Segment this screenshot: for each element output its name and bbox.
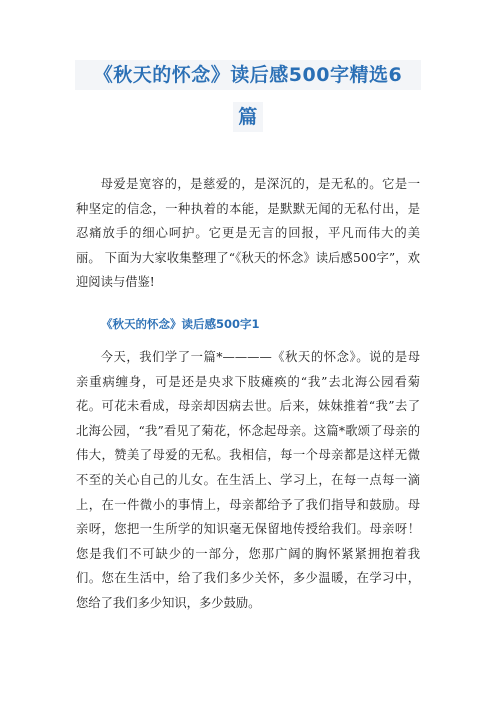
title-line-1: 《秋天的怀念》读后感500字精选6: [75, 60, 421, 90]
section-heading: 《秋天的怀念》读后感500字1: [101, 317, 260, 331]
title-line-2: 篇: [233, 102, 263, 132]
document-title: [75, 60, 421, 132]
essay-paragraph: 今天，我们学了一篇*————《秋天的怀念》。说的是母亲重病缠身，可是还是央求下肢瘫痪的“我”去北海公园看菊花。可花未看成，母亲却因病去世。后来，妹妹推着“我”去了北海公园，“我”看见了菊花，怀念起母亲。这篇*歌颂了母亲的伟大，赞美了母爱的无私。我相信，每一个母亲都是这样无微不至的关心自己的儿女。在生活上、学习上，在每一点每一滴上，在一件微小的事情上，母亲都给予了我们指导和鼓励。母亲呀，您把一生所学的知识毫无保留地传授给我们。母亲呀！您是我们不可缺少的一部分，您那广阔的胸怀紧紧拥抱着我们。您在生活中，给了我们多少关怀，多少温暖，在学习中，您给了我们多少知识，多少鼓励。: [76, 350, 420, 610]
intro-paragraph: 母爱是宽容的，是慈爱的，是深沉的，是无私的。它是一种坚定的信念，一种执着的本能，是默默无闻的无私付出，是忍痛放手的细心呵护。它更是无言的回报，平凡而伟大的美丽。 下面为大家收集整理了“《秋天的怀念》读后感500字”，欢迎阅读与借鉴!: [76, 177, 420, 290]
